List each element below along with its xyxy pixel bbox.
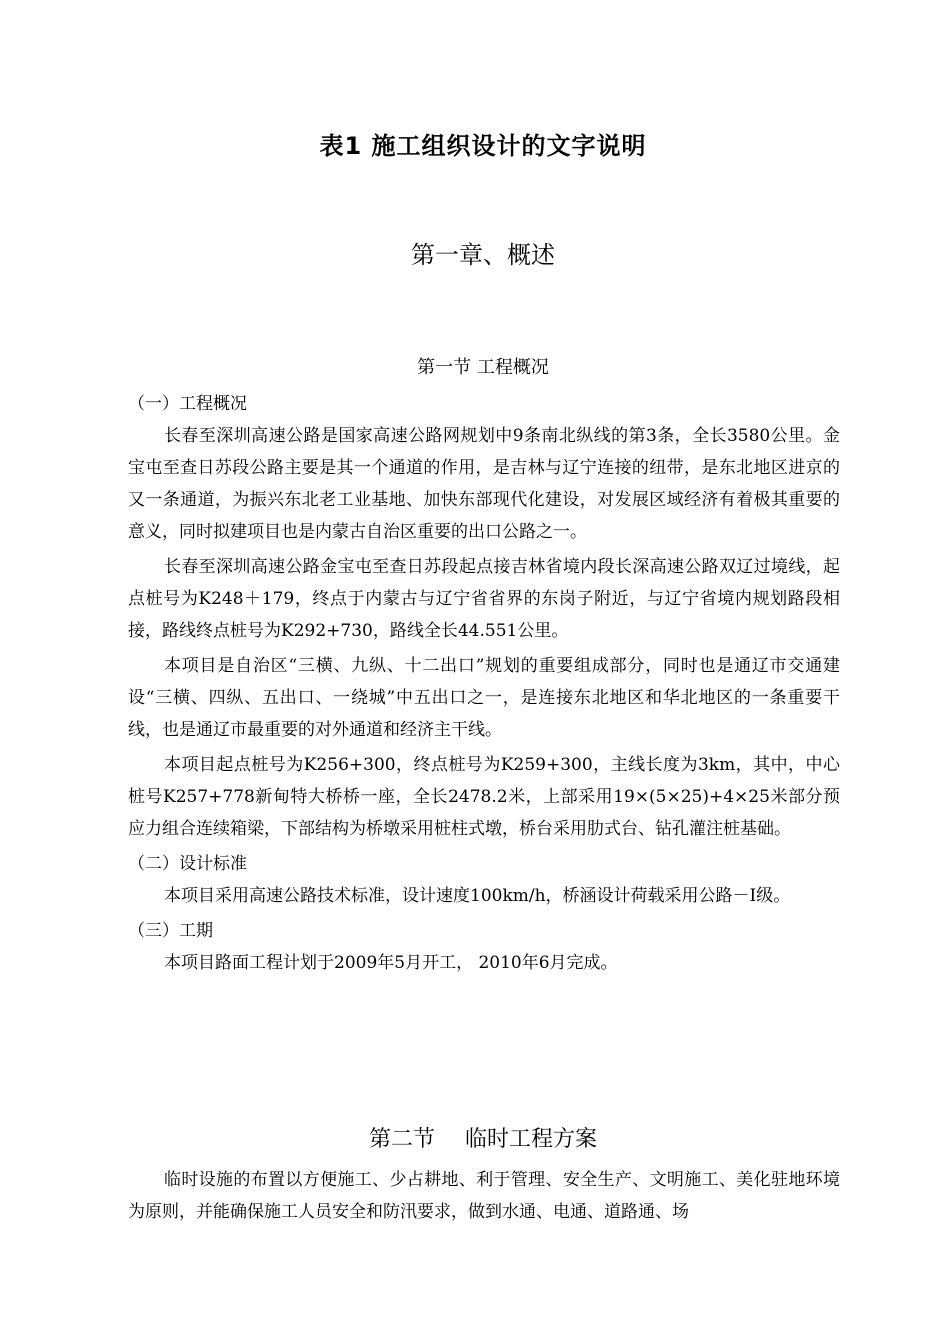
subheading-schedule: （三）工期 [128,921,213,941]
section-2-name: 临时工程方案 [465,1127,598,1152]
paragraph-2: 长春至深圳高速公路金宝屯至查日苏段起点接吉林省境内段长深高速公路双辽过境线，起点桩号为K248＋179，终点于内蒙古与辽宁省省界的东岗子附近，与辽宁省境内规划路段相接，路线终点桩号为K292+730，路线全长44.551公里。 [128,557,840,641]
chapter-heading: 第一章、概述 [411,241,555,269]
document-title: 表1 施工组织设计的文字说明 [319,132,647,160]
section-2-number: 第二节 [368,1127,435,1152]
paragraph-4: 本项目起点桩号为K256+300，终点桩号为K259+300，主线长度为3km，其中，中心桩号K257+778新甸特大桥桥一座，全长2478.2米，上部采用19×(5×25)+4×25米部分预应力组合连续箱梁，下部结构为桥墩采用桩柱式墩，桥台采用肋式台、钻孔灌注桩基础。 [128,755,840,839]
paragraph-3: 本项目是自治区“三横、九纵、十二出口”规划的重要组成部分，同时也是通辽市交通建设“三横、四纵、五出口、一绕城”中五出口之一，是连接东北地区和华北地区的一条重要干线，也是通辽市最重要的对外通道和经济主干线。 [128,656,840,740]
paragraph-1: 长春至深圳高速公路是国家高速公路网规划中9条南北纵线的第3条，全长3580公里。金宝屯至查日苏段公路主要是其一个通道的作用，是吉林与辽宁连接的纽带，是东北地区进京的又一条通道，为振兴东北老工业基地、加快东部现代化建设，对发展区域经济有着极其重要的意义，同时拟建项目也是内蒙古自治区重要的出口公路之一。 [128,426,840,542]
section-2-body [128,1164,840,1231]
paragraph-7: 临时设施的布置以方便施工、少占耕地、利于管理、安全生产、文明施工、美化驻地环境为原则，并能确保施工人员安全和防汛要求，做到水通、电通、道路通、场 [128,1170,840,1222]
subheading-project-overview: （一）工程概况 [128,394,247,414]
paragraph-6: 本项目路面工程计划于2009年5月开工， 2010年6月完成。 [164,953,618,973]
section-1-body [128,388,840,982]
subheading-design-standard: （二）设计标准 [128,854,247,874]
paragraph-5: 本项目采用高速公路技术标准，设计速度100km/h，桥涵设计荷载采用公路－I级。 [164,886,791,906]
section-heading-2 [0,1123,950,1157]
section-heading-1: 第一节 工程概况 [417,357,549,378]
